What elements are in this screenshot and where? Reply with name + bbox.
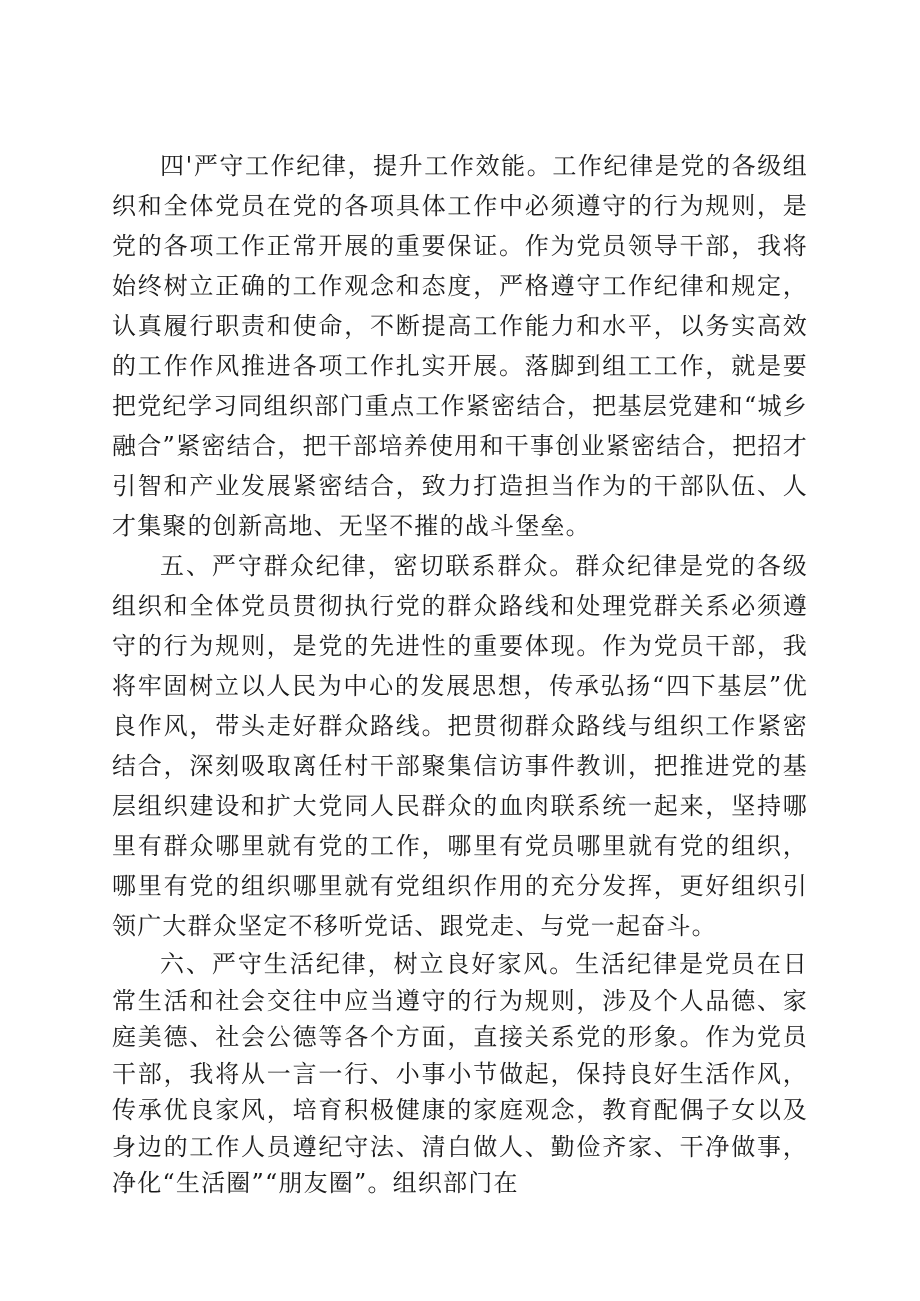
paragraph-mass-discipline: 五、严守群众纪律，密切联系群众。群众纪律是党的各级组织和全体党员贯彻执行党的群众路线和处理党群关系必须遵守的行为规则，是党的先进性的重要体现。作为党员干部，我将牢固树立以人民为中心的发展思想，传承弘扬“四下基层”优良作风，带头走好群众路线。把贯彻群众路线与组织工作紧密结合，深刻吸取离任村干部聚集信访事件教训，把推进党的基层组织建设和扩大党同人民群众的血肉联系统一起来，坚持哪里有群众哪里就有党的工作，哪里有党员哪里就有党的组织，哪里有党的组织哪里就有党组织作用的充分发挥，更好组织引领广大群众坚定不移听党话、跟党走、与党一起奋斗。 (112, 552, 808, 940)
paragraph-life-discipline: 六、严守生活纪律，树立良好家风。生活纪律是党员在日常生活和社会交往中应当遵守的行为规则，涉及个人品德、家庭美德、社会公德等各个方面，直接关系党的形象。作为党员干部，我将从一言一行、小事小节做起，保持良好生活作风，传承优良家风，培育积极健康的家庭观念，教育配偶子女以及身边的工作人员遵纪守法、清白做人、勤俭齐家、干净做事，净化“生活圈”“朋友圈”。组织部门在 (112, 950, 808, 1197)
paragraph-work-discipline: 四'严守工作纪律，提升工作效能。工作纪律是党的各级组织和全体党员在党的各项具体工作中必须遵守的行为规则，是党的各项工作正常开展的重要保证。作为党员领导干部，我将始终树立正确的工作观念和态度，严格遵守工作纪律和规定，认真履行职责和使命，不断提高工作能力和水平，以务实高效的工作作风推进各项工作扎实开展。落脚到组工工作，就是要把党纪学习同组织部门重点工作紧密结合，把基层党建和“城乡融合”紧密结合，把干部培养使用和干事创业紧密结合，把招才引智和产业发展紧密结合，致力打造担当作为的干部队伍、人才集聚的创新高地、无坚不摧的战斗堡垒。 (112, 152, 808, 540)
document-body (112, 146, 808, 1202)
